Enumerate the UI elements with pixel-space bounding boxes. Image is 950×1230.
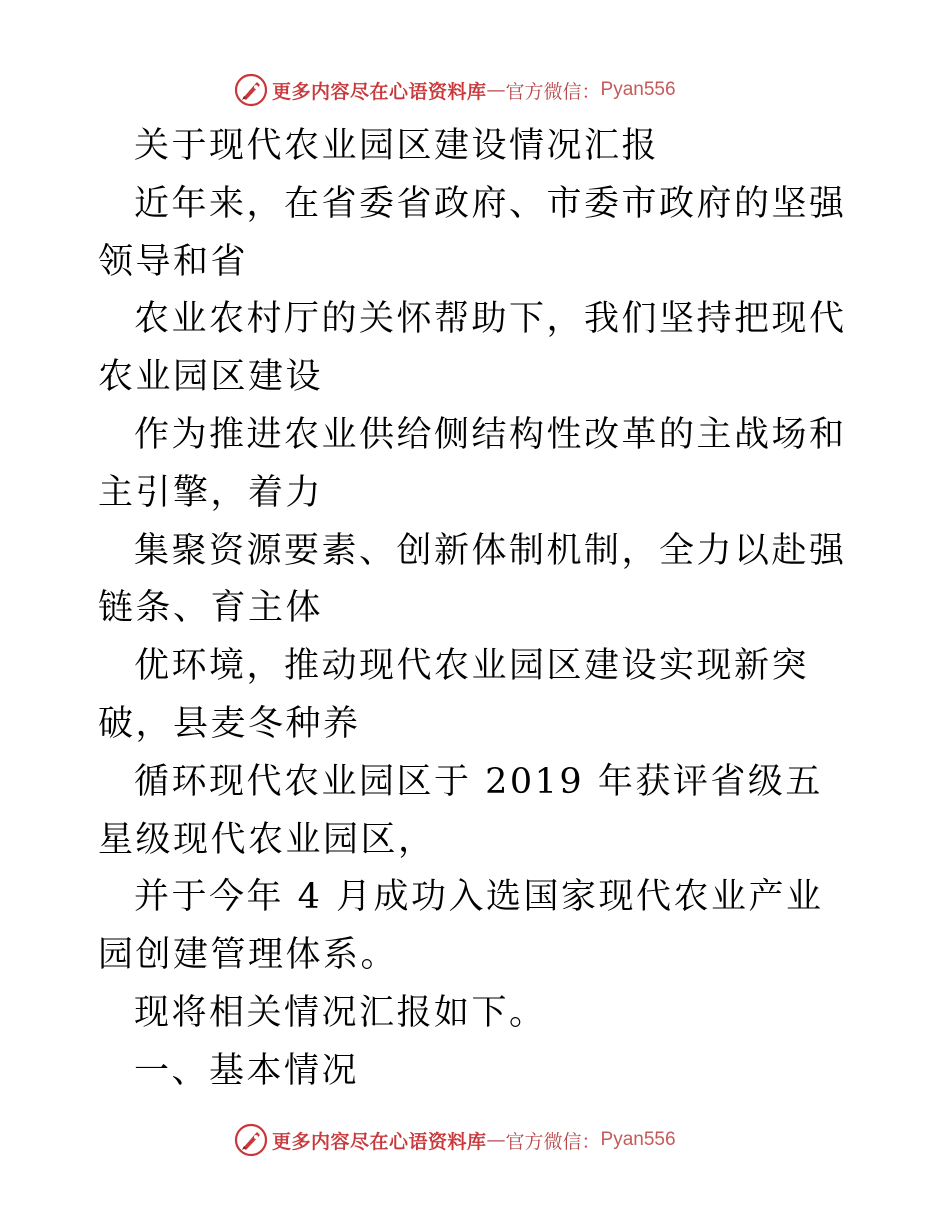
watermark-dash: — [486,79,506,101]
watermark-wechat-label: 官方微信： [505,80,601,103]
quill-pen-logo-icon [234,73,268,107]
watermark-main-text: 更多内容尽在心语资料库 [272,80,487,103]
footer-watermark [234,1123,676,1157]
paragraph-7: 并于今年 4 月成功入选国家现代农业产业园创建管理体系。 [98,877,824,976]
paragraph-2: 农业农村厅的关怀帮助下，我们坚持把现代农业园区建设 [98,299,847,398]
watermark-dash: — [486,1129,506,1151]
quill-pen-logo-icon [234,1123,268,1157]
paragraph-4: 集聚资源要素、创新体制机制，全力以赴强链条、育主体 [98,530,847,629]
header-watermark [234,73,676,107]
document-title: 关于现代农业园区建设情况汇报 [134,126,660,166]
paragraph-8: 现将相关情况汇报如下。 [134,992,547,1033]
watermark-main-text: 更多内容尽在心语资料库 [272,1130,487,1153]
paragraph-1: 近年来，在省委省政府、市委市政府的坚强领导和省 [98,183,847,282]
watermark-wechat-id: Pyan556 [600,1129,676,1150]
watermark-wechat-id: Pyan556 [600,79,676,100]
paragraph-6: 循环现代农业园区于 2019 年获评省级五星级现代农业园区， [98,761,823,860]
paragraph-5: 优环境，推动现代农业园区建设实现新突破，县麦冬种养 [98,646,810,744]
document-body [98,118,858,1101]
section-heading-basic-situation: 一、基本情况 [134,1050,360,1091]
watermark-wechat-label: 官方微信： [505,1130,601,1153]
paragraph-3: 作为推进农业供给侧结构性改革的主战场和主引擎，着力 [98,414,847,513]
